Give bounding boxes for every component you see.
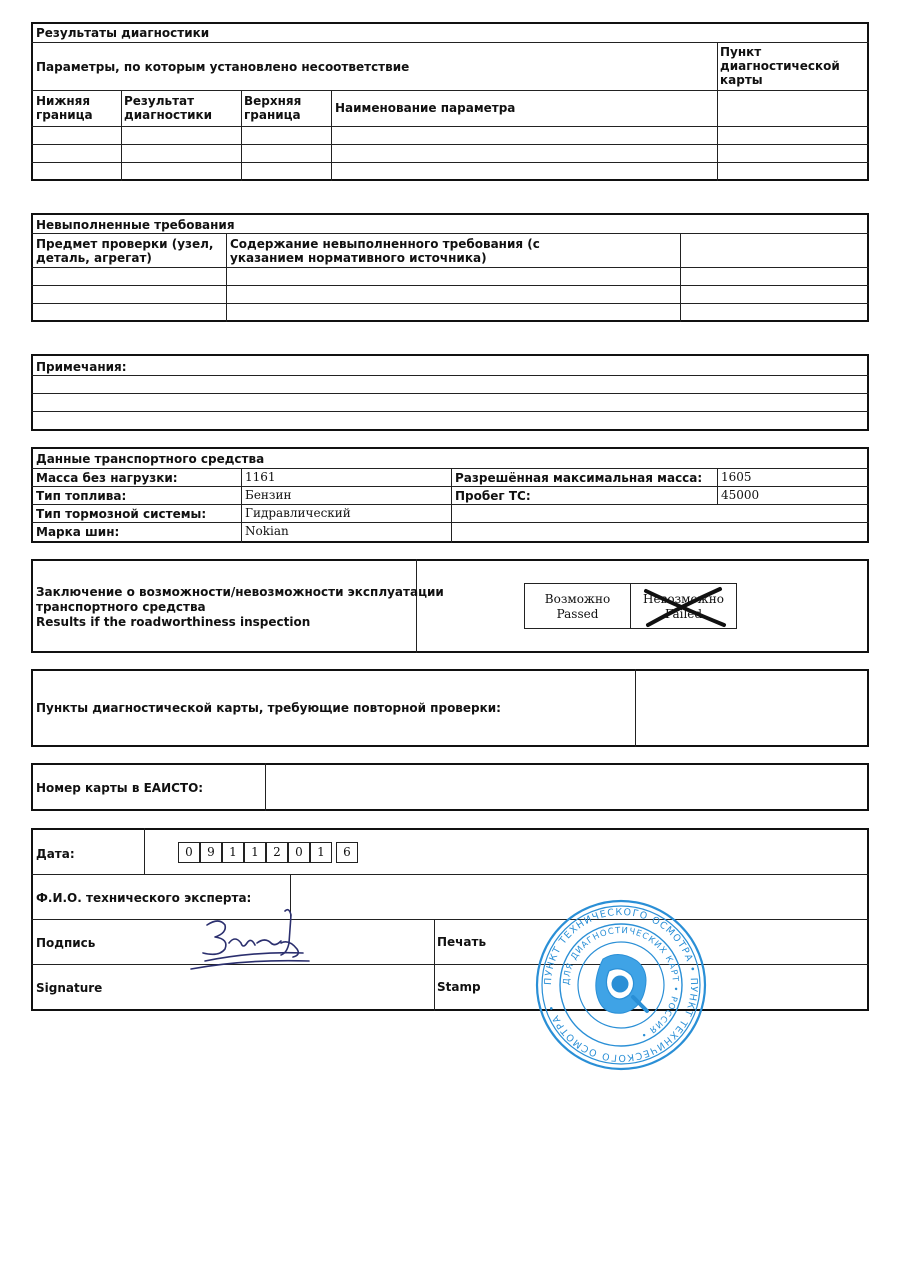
- date-digit: 9: [200, 842, 222, 863]
- date-digit: 0: [178, 842, 200, 863]
- fuel-value: Бензин: [245, 488, 292, 502]
- conclusion-label-line3: Results if the roadworthiness inspection: [36, 615, 311, 629]
- tires-value: Nokian: [245, 524, 289, 538]
- col-requirement-content: Содержание невыполненного требования (с указанием нормативного источника): [230, 237, 540, 265]
- max-mass-value: 1605: [721, 470, 752, 484]
- card-point-header: Пункт диагностической карты: [720, 45, 840, 87]
- round-stamp: [533, 897, 709, 1073]
- stamp-inner-text: ДЛЯ ДИАГНОСТИЧЕСКИХ КАРТ • РОССИЯ •: [561, 925, 681, 1041]
- col-param-name: Наименование параметра: [335, 101, 516, 115]
- col-subject: Предмет проверки (узел, деталь, агрегат): [36, 237, 214, 265]
- option-passed-label: Passed: [556, 607, 599, 621]
- notes-title: Примечания:: [36, 360, 127, 374]
- max-mass-label: Разрешённая максимальная масса:: [455, 471, 703, 485]
- eaisto-label: Номер карты в ЕАИСТО:: [36, 781, 204, 795]
- expert-name-label: Ф.И.О. технического эксперта:: [36, 891, 252, 905]
- tires-label: Марка шин:: [36, 525, 120, 539]
- date-label: Дата:: [36, 847, 75, 861]
- empty-mass-value: 1161: [245, 470, 276, 484]
- eaisto-number-field[interactable]: [268, 766, 866, 808]
- brake-value: Гидравлический: [245, 506, 351, 520]
- option-possible-box[interactable]: [524, 583, 631, 629]
- col-lower-bound: Нижняя граница: [36, 94, 93, 122]
- mileage-label: Пробег ТС:: [455, 489, 531, 503]
- date-digit: 6: [336, 842, 358, 863]
- mileage-value: 45000: [721, 488, 760, 502]
- option-failed-label: Failed: [664, 607, 703, 621]
- conclusion-label-line1: Заключение о возможности/невозможности эксплуатации: [36, 585, 444, 599]
- fuel-label: Тип топлива:: [36, 489, 127, 503]
- date-digit: 1: [222, 842, 244, 863]
- cross-mark-icon: [640, 585, 730, 629]
- option-impossible-label: Невозможно: [643, 592, 724, 606]
- empty-mass-label: Масса без нагрузки:: [36, 471, 178, 485]
- conclusion-label-line2: транспортного средства: [36, 600, 206, 614]
- stamp-ru-label: Печать: [437, 935, 487, 949]
- signature-scribble: [185, 903, 315, 978]
- stamp-emblem-icon: [596, 954, 647, 1013]
- vehicle-title: Данные транспортного средства: [36, 452, 265, 466]
- signature-en-label: Signature: [36, 981, 103, 995]
- date-digit: 2: [266, 842, 288, 863]
- col-result: Результат диагностики: [124, 94, 213, 122]
- date-digit: 1: [310, 842, 332, 863]
- stamp-en-label: Stamp: [437, 980, 481, 994]
- diagnostics-title: Результаты диагностики: [36, 26, 210, 40]
- stamp-outer-text: ПУНКТ ТЕХНИЧЕСКОГО ОСМОТРА • ПУНКТ ТЕХНИЧЕСКОГО ОСМОТРА •: [542, 906, 700, 1064]
- signature-ru-label: Подпись: [36, 936, 96, 950]
- recheck-label: Пункты диагностической карты, требующие повторной проверки:: [36, 701, 501, 715]
- requirements-title: Невыполненные требования: [36, 218, 235, 232]
- date-digit: 0: [288, 842, 310, 863]
- diagnostics-subtitle: Параметры, по которым установлено несоответствие: [36, 60, 410, 74]
- option-possible-label: Возможно: [544, 592, 611, 606]
- brake-label: Тип тормозной системы:: [36, 507, 207, 521]
- date-digit: 1: [244, 842, 266, 863]
- col-upper-bound: Верхняя граница: [244, 94, 302, 122]
